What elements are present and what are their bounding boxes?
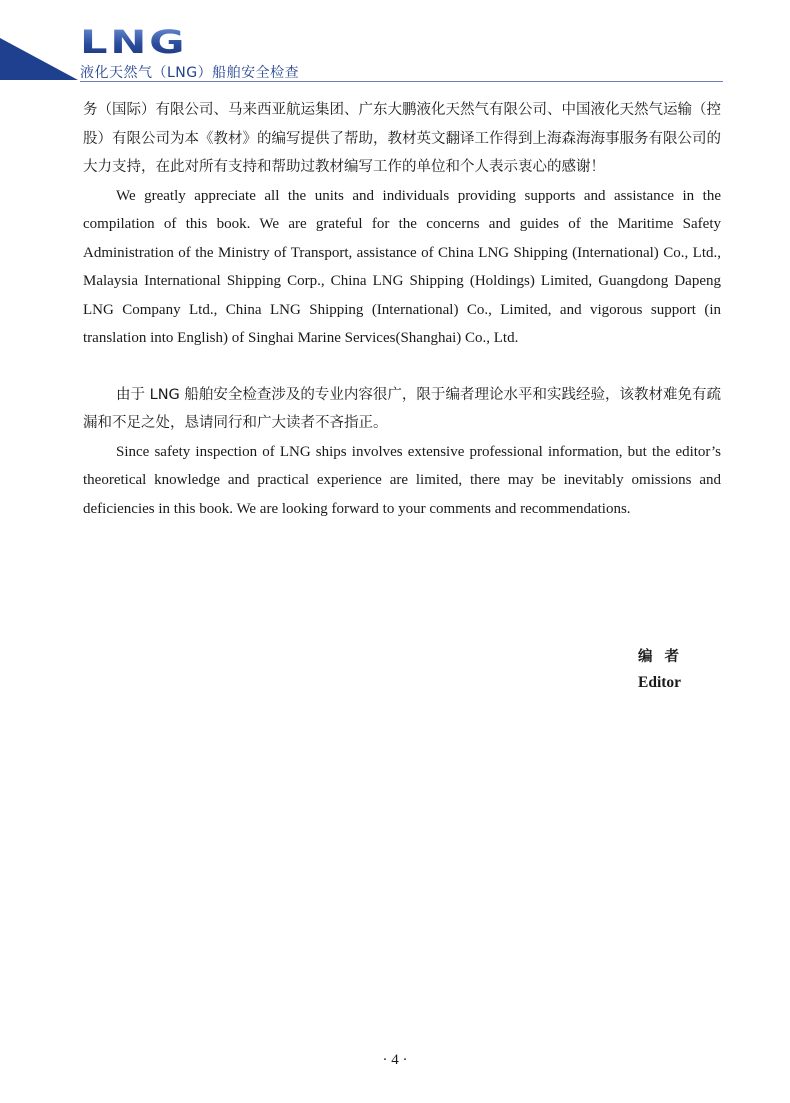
paragraph-zh-disclaimer: 由于 LNG 船舶安全检查涉及的专业内容很广，限于编者理论水平和实践经验，该教材难免有疏漏和不足之处，恳请同行和广大读者不吝指正。 <box>83 386 721 431</box>
running-header-title: 液化天然气（LNG）船舶安全检查 <box>80 65 300 81</box>
paragraph-en-acknowledgement: We greatly appreciate all the units and individuals providing supports and assistance in the compilation of this book. We are grateful for the concerns and guides of the Maritime Safety Administration of the Ministry of Transport, assistance of China LNG Shipping (International) Co., Ltd., Malaysia International Shipping Corp., China LNG Shipping (Holdings) Limited, Guangdong Dapeng LNG Company Ltd., China LNG Shipping (International) Co., Limited, and vigorous support (in translation into English) of Singhai Marine Services(Shanghai) Co., Ltd. <box>83 187 721 346</box>
page-body <box>83 96 721 523</box>
paragraph-en-disclaimer: Since safety inspection of LNG ships involves extensive professional information, but the editor’s theoretical knowledge and practical experience are limited, there may be inevitably omissions and deficiencies in this book. We are looking forward to your comments and recommendations. <box>83 443 721 517</box>
paragraph-spacer <box>83 353 721 381</box>
header-corner-decoration <box>0 38 78 80</box>
lng-logo: LNG <box>80 23 188 61</box>
signature-en: Editor <box>638 674 682 691</box>
header-divider <box>80 81 723 82</box>
page-number: · 4 · <box>382 1052 408 1068</box>
signature-zh: 编者 <box>638 649 691 665</box>
paragraph-zh-acknowledgement: 务（国际）有限公司、马来西亚航运集团、广东大鹏液化天然气有限公司、中国液化天然气运输（控股）有限公司为本《教材》的编写提供了帮助，教材英文翻译工作得到上海森海海事服务有限公司的大力支持，在此对所有支持和帮助过教材编写工作的单位和个人表示衷心的感谢！ <box>83 102 721 175</box>
